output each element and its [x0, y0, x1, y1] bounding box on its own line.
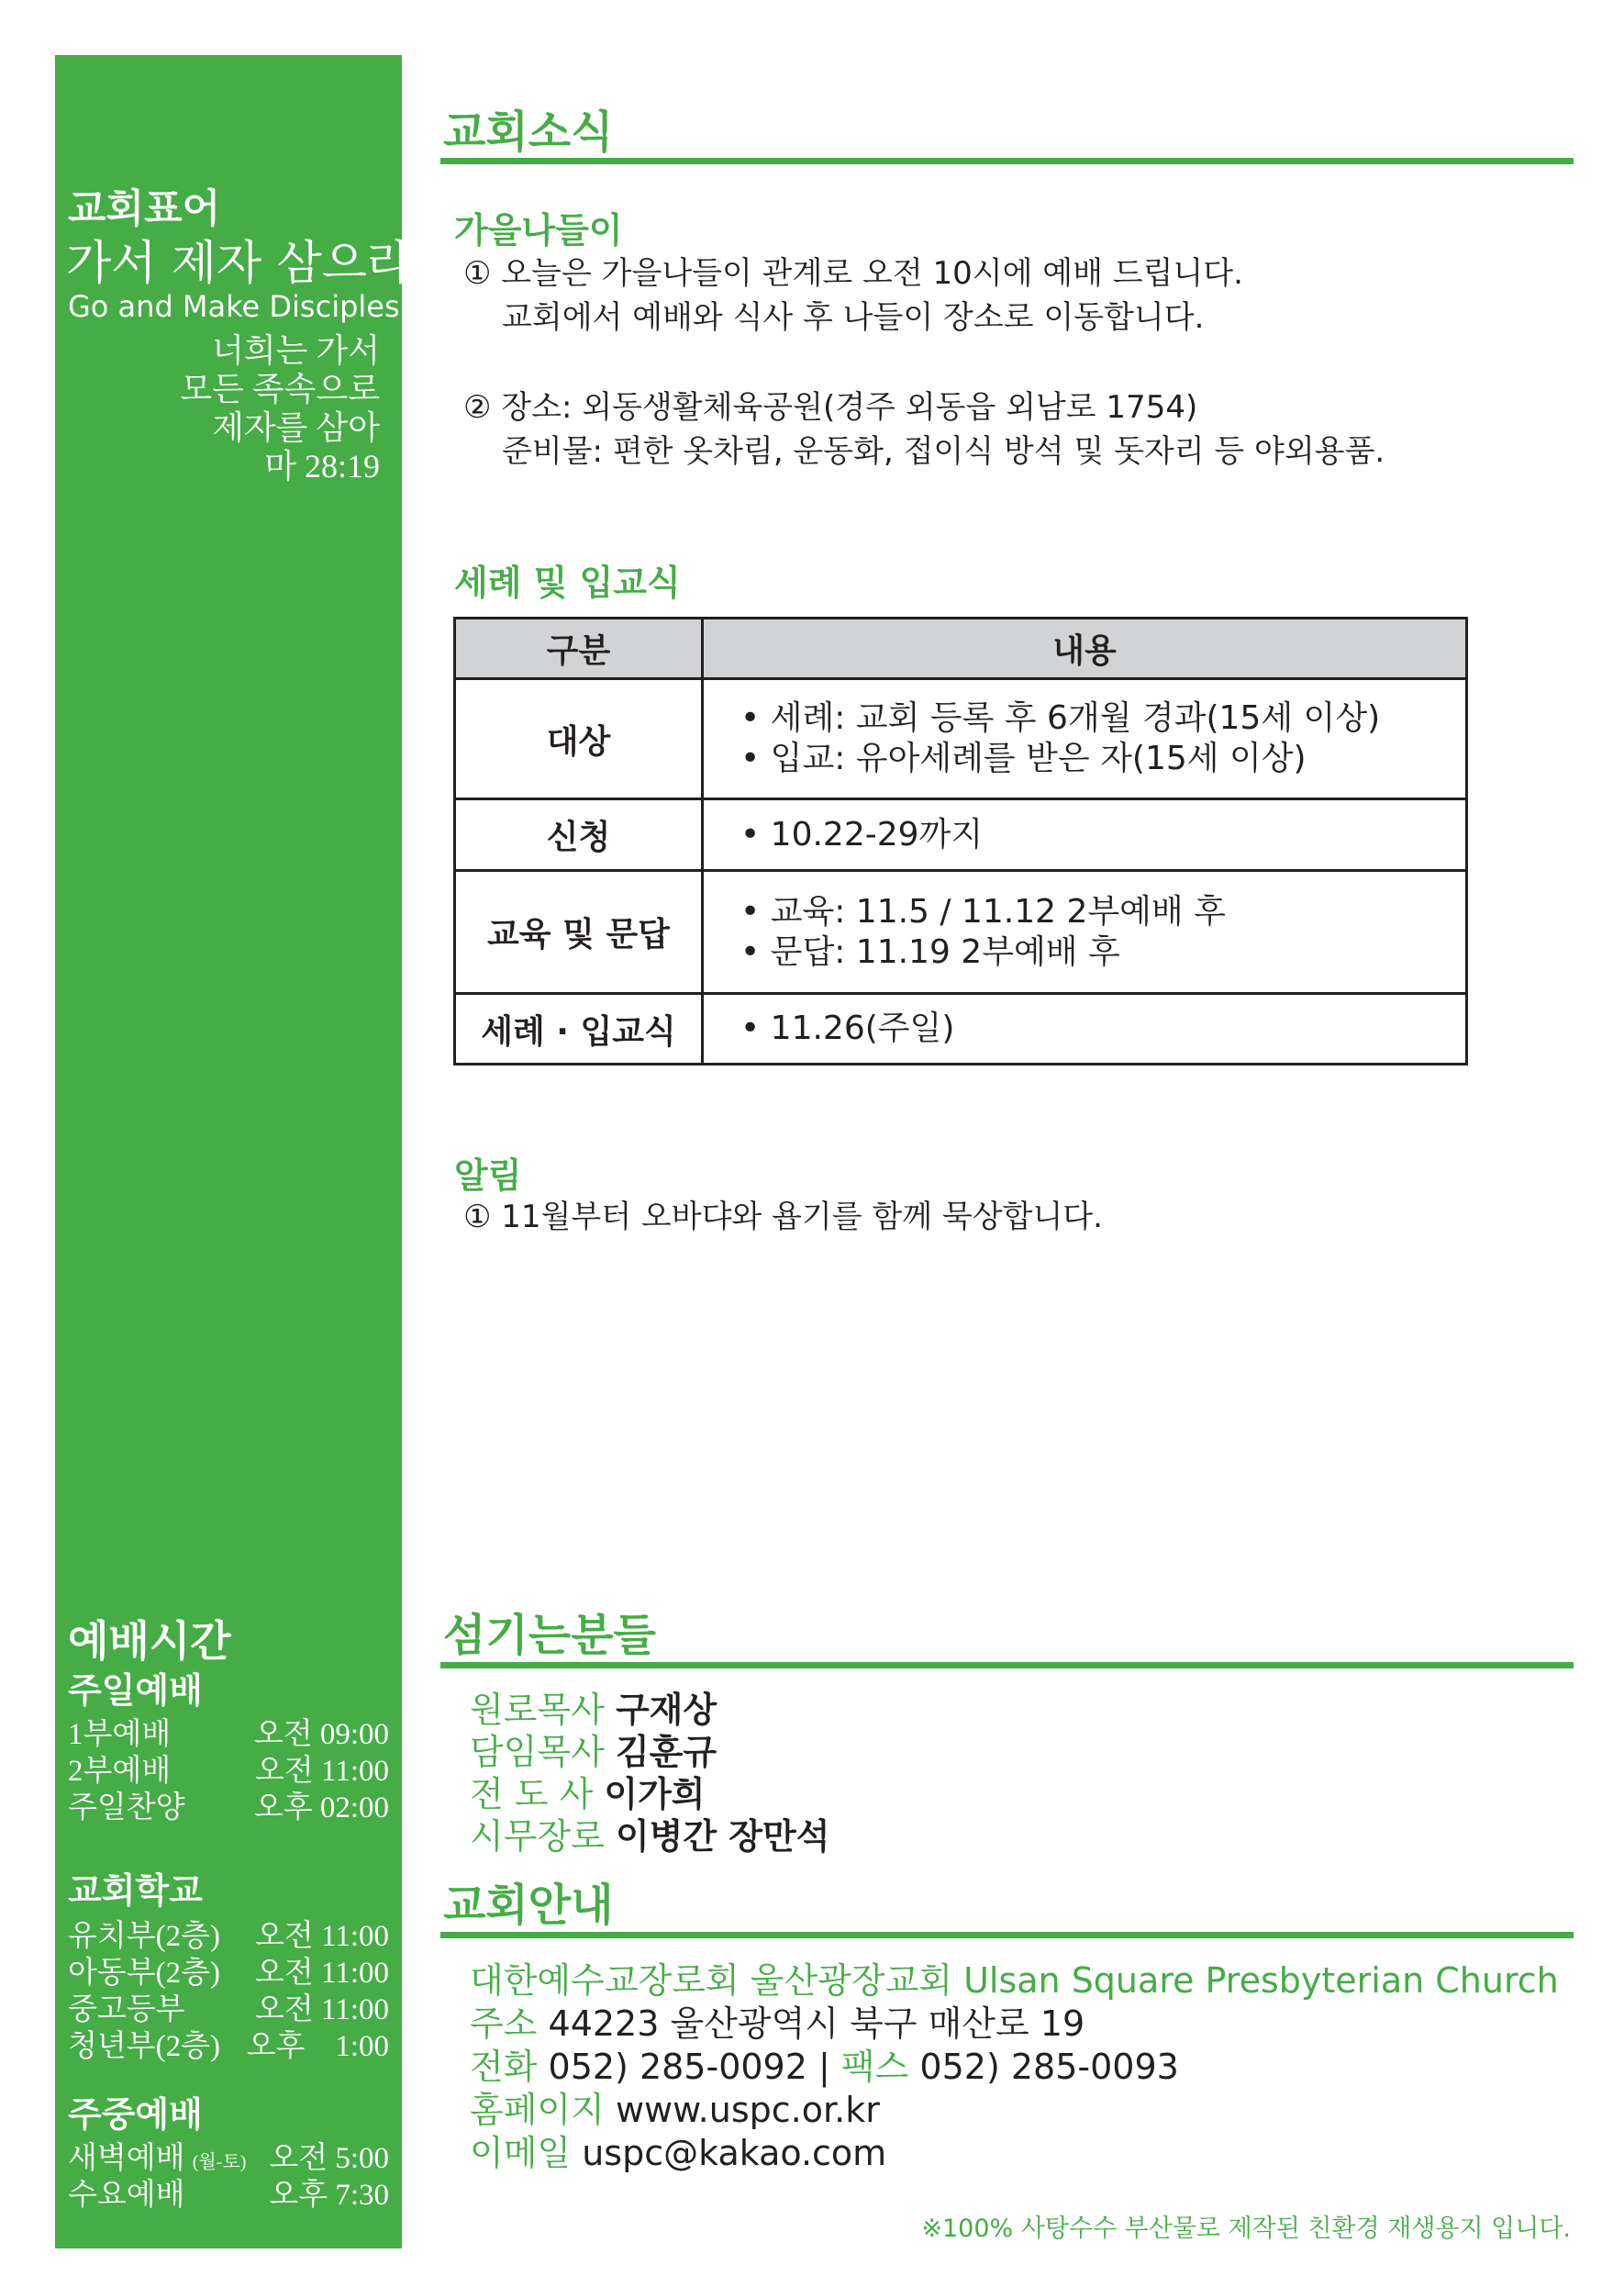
church-school-list — [68, 1918, 389, 2065]
staff-row — [470, 1689, 829, 1731]
table-header-content: 내용 — [703, 619, 1467, 679]
table-row — [455, 679, 1467, 799]
table-cell-item: • 입교: 유아세례를 받은 자(15세 이상) — [740, 740, 1307, 777]
table-cell-item: • 교육: 11.5 / 11.12 2부예배 후 — [740, 892, 1226, 931]
weekday-worship-list — [68, 2140, 389, 2214]
schedule-name: 주일찬양 — [68, 1791, 185, 1824]
separator: | — [818, 2047, 830, 2087]
table-row-content — [703, 871, 1467, 994]
schedule-time: 오전 11:00 — [255, 1957, 389, 1990]
schedule-name: 중고등부 — [68, 1993, 185, 2026]
table-row-label: 교육 및 문답 — [455, 871, 703, 994]
schedule-time: 오후 02:00 — [253, 1791, 389, 1824]
sunday-worship-list — [68, 1716, 389, 1826]
table-row — [455, 799, 1467, 871]
staff-name: 이병간 장만석 — [615, 1816, 830, 1857]
verse-line: 너희는 가서 — [212, 332, 380, 369]
table-cell-item: • 세례: 교회 등록 후 6개월 경과(15세 이상) — [740, 699, 1381, 737]
info-section-title: 교회안내 — [443, 1880, 614, 1931]
motto-verse — [180, 331, 380, 485]
motto-main: 가서 제자 삼으라 — [66, 237, 413, 291]
table-row-label: 세례 · 입교식 — [455, 994, 703, 1065]
verse-reference: 마 28:19 — [264, 448, 380, 485]
email-link[interactable]: uspc@kakao.com — [582, 2133, 887, 2173]
news-divider — [440, 158, 1574, 164]
schedule-time: 오전 5:00 — [269, 2142, 389, 2175]
motto-english: Go and Make Disciples — [68, 289, 400, 324]
outing-text — [463, 251, 1243, 340]
table-header-category: 구분 — [455, 619, 703, 679]
schedule-row — [68, 2177, 389, 2214]
address-row — [470, 2003, 1559, 2046]
fax-value: 052) 285-0093 — [919, 2047, 1179, 2087]
outing-line: 교회에서 예배와 식사 후 나들이 장소로 이동합니다. — [502, 299, 1205, 336]
staff-role: 담임목사 — [470, 1732, 605, 1772]
outing-location — [463, 385, 1385, 474]
staff-row — [470, 1815, 829, 1858]
schedule-name: 새벽예배 — [68, 2142, 185, 2175]
schedule-name: 2부예배 — [68, 1755, 172, 1788]
verse-line: 모든 족속으로 — [180, 371, 380, 407]
outing-line: ② 장소: 외동생활체육공원(경주 외동읍 외남로 1754) — [463, 389, 1198, 426]
table-row-label: 신청 — [455, 799, 703, 871]
schedule-row — [68, 1716, 389, 1753]
table-row-content — [703, 994, 1467, 1065]
phone-label: 전화 — [470, 2047, 538, 2087]
schedule-name: 수요예배 — [68, 2179, 185, 2212]
schedule-time: 오전 11:00 — [255, 1755, 389, 1788]
schedule-row — [68, 1790, 389, 1826]
staff-role: 시무장로 — [470, 1816, 605, 1857]
address-value: 44223 울산광역시 북구 매산로 19 — [548, 2003, 1085, 2044]
schedule-time: 오후 1:00 — [246, 2030, 389, 2063]
schedule-row — [68, 2140, 389, 2177]
schedule-row — [68, 2028, 389, 2065]
phone-row — [470, 2046, 1559, 2089]
weekday-worship-title: 주중예배 — [68, 2094, 203, 2135]
table-cell-item: • 10.22-29까지 — [740, 815, 984, 854]
schedule-time: 오전 11:00 — [255, 1920, 389, 1953]
staff-name: 이가희 — [604, 1774, 706, 1814]
staff-role: 원로목사 — [470, 1690, 605, 1730]
homepage-row — [470, 2089, 1559, 2132]
staff-row — [470, 1773, 829, 1815]
staff-list — [470, 1689, 829, 1858]
email-label: 이메일 — [470, 2133, 572, 2173]
schedule-time: 오전 09:00 — [253, 1718, 389, 1751]
schedule-row — [68, 1753, 389, 1790]
verse-line: 제자를 삼아 — [212, 409, 380, 446]
table-row-content — [703, 799, 1467, 871]
fax-label: 팩스 — [840, 2047, 909, 2087]
staff-divider — [440, 1662, 1574, 1668]
info-divider — [440, 1932, 1574, 1938]
baptism-title: 세례 및 입교식 — [454, 563, 681, 603]
table-header-row — [455, 619, 1467, 679]
outing-line: ① 오늘은 가을나들이 관계로 오전 10시에 예배 드립니다. — [463, 255, 1243, 292]
church-info — [470, 1959, 1559, 2175]
sunday-worship-title: 주일예배 — [68, 1670, 203, 1711]
schedule-row — [68, 1955, 389, 1992]
table-row — [455, 871, 1467, 994]
schedule-time: 오전 11:00 — [255, 1993, 389, 2026]
baptism-table — [453, 617, 1468, 1065]
notice-title: 알림 — [454, 1155, 522, 1196]
notice-text — [463, 1195, 1103, 1239]
outing-line: 준비물: 편한 옷차림, 운동화, 접이식 방석 및 돗자리 등 야외용품. — [502, 433, 1385, 470]
schedule-row — [68, 1918, 389, 1955]
schedule-name: 유치부(2층) — [68, 1920, 220, 1953]
phone-value: 052) 285-0092 — [548, 2047, 807, 2087]
sidebar — [55, 55, 413, 2248]
schedule-name: 청년부(2층) — [68, 2030, 220, 2063]
schedule-name: 1부예배 — [68, 1718, 172, 1751]
homepage-label: 홈페이지 — [470, 2090, 605, 2130]
motto-title: 교회표어 — [68, 186, 221, 232]
schedule-name: 아동부(2층) — [68, 1957, 220, 1990]
staff-section-title: 섬기는분들 — [443, 1610, 656, 1661]
table-row — [455, 994, 1467, 1065]
church-school-title: 교회학교 — [68, 1870, 203, 1911]
schedule-row — [68, 1992, 389, 2028]
email-row — [470, 2132, 1559, 2175]
table-row-label: 대상 — [455, 679, 703, 799]
table-row-content — [703, 679, 1467, 799]
table-cell-item: • 문답: 11.19 2부예배 후 — [740, 932, 1120, 971]
news-section-title: 교회소식 — [443, 106, 614, 158]
staff-row — [470, 1731, 829, 1773]
address-label: 주소 — [470, 2003, 538, 2044]
schedule-time: 오후 7:30 — [269, 2179, 389, 2212]
staff-role: 전 도 사 — [470, 1774, 594, 1814]
staff-name: 구재상 — [615, 1690, 717, 1730]
staff-name: 김훈규 — [615, 1732, 717, 1772]
schedule-note: (월-토) — [192, 2152, 247, 2172]
church-name: 대한예수교장로회 울산광장교회 Ulsan Square Presbyterian Church — [470, 1960, 1559, 2001]
notice-line: ① 11월부터 오바댜와 욥기를 함께 묵상합니다. — [463, 1199, 1103, 1235]
recycled-paper-note: ※100% 사탕수수 부산물로 제작된 친환경 재생용지 입니다. — [921, 2215, 1571, 2243]
homepage-link[interactable]: www.uspc.or.kr — [615, 2090, 880, 2130]
table-cell-item: • 11.26(주일) — [740, 1010, 955, 1047]
outing-title: 가을나들이 — [454, 210, 623, 251]
worship-times-title: 예배시간 — [68, 1616, 231, 1666]
